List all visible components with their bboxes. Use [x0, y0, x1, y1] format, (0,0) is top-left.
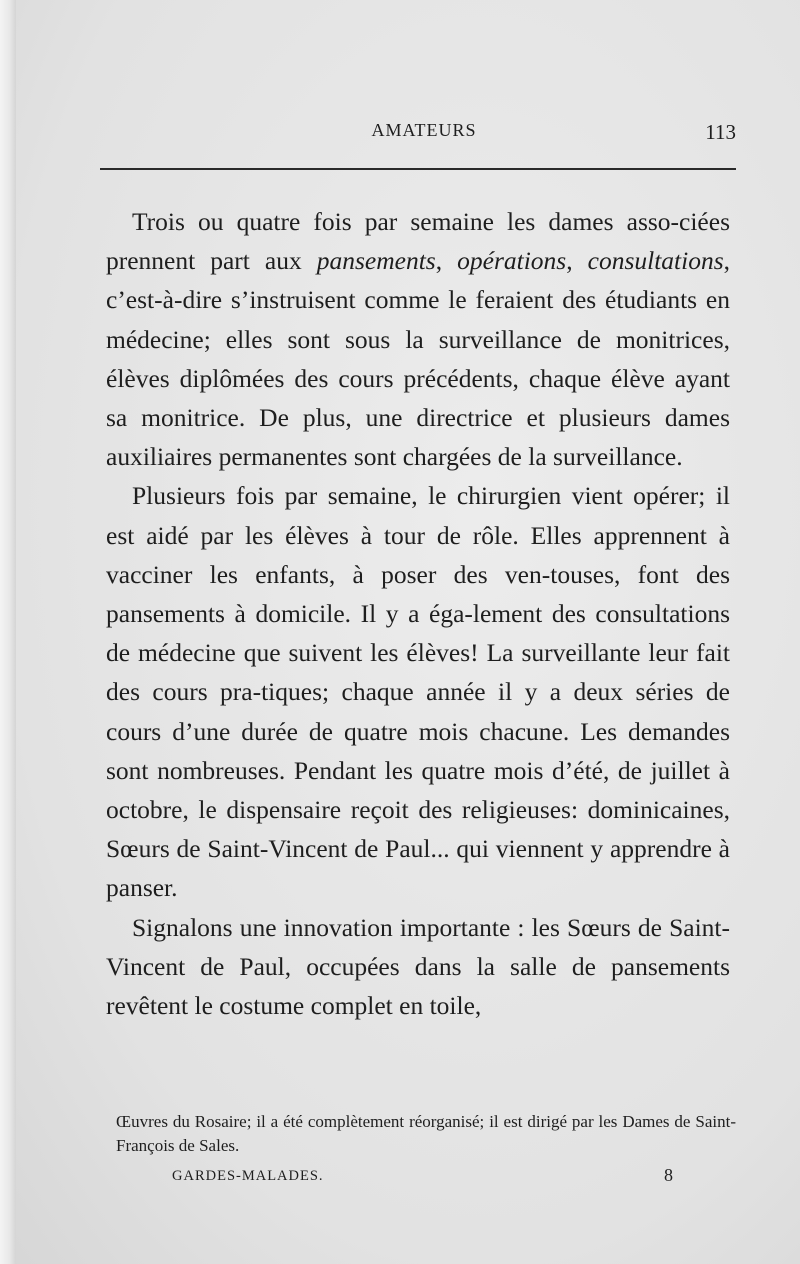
footnote: Œuvres du Rosaire; il a été complètement réorganisé; il est dirigé par les Dames de Saint-François de Sales. — [116, 1112, 736, 1155]
text-run: , c’est-à-dire s’instruisent comme le feraient des étudiants en médecine; elles sont sous la surveillance de monitrices, élèves diplômées des cours précédents, chaque élève ayant sa monitrice. De plus, une directrice et plusieurs dames auxiliaires permanentes sont chargées de la surveillance. — [106, 246, 731, 472]
running-head — [100, 120, 736, 150]
printer-signature: GARDES-MALADES. — [172, 1168, 324, 1184]
text-run: Trois ou quatre fois par semaine les dames asso-ciées prennent part aux — [106, 207, 730, 276]
paragraph: Signalons une innovation importante : les Sœurs de Saint-Vincent de Paul, occupées dans la salle de pansements revêtent le costume complet en toile, — [106, 912, 730, 1021]
italic-term: consultations — [587, 246, 724, 276]
body-text — [106, 202, 730, 1025]
page-number: 113 — [705, 120, 736, 144]
header-rule — [100, 168, 736, 170]
paragraph — [106, 202, 730, 476]
italic-term: pansements — [316, 246, 436, 276]
sheet-number: 8 — [664, 1165, 673, 1185]
page-edge — [0, 0, 16, 1264]
paragraph: Plusieurs fois par semaine, le chirurgien vient opérer; il est aidé par les élèves à tour de rôle. Elles apprennent à vacciner les enfants, à poser des ven-touses, font des pansements à domicile. Il y a éga-lement des consultations de médecine que suivent les élèves! La surveillante leur fait des cours pra-tiques; chaque année il y a deux séries de cours d’une durée de quatre mois chacune. Les demandes sont nombreuses. Pendant les quatre mois d’été, de juillet à octobre, le dispensaire reçoit des religieuses: dominicaines, Sœurs de Saint-Vincent de Paul... qui viennent y apprendre à panser. — [106, 481, 730, 903]
text-run: , — [566, 246, 588, 276]
running-title: AMATEURS — [371, 120, 477, 140]
italic-term: opérations — [457, 246, 567, 276]
text-run: , — [435, 246, 458, 276]
